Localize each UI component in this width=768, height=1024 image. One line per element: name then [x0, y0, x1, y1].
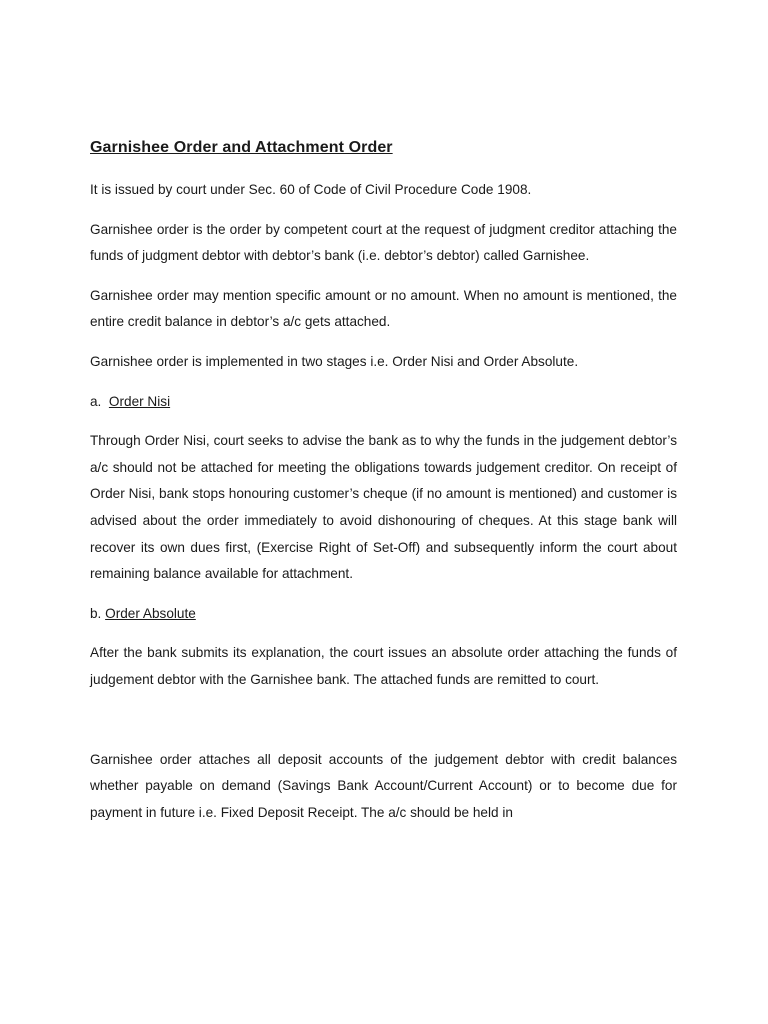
- paragraph-definition: Garnishee order is the order by competent court at the request of judgment creditor attaching the funds of judgment debtor with debtor’s bank (i.e. debtor’s debtor) called Garnishee.: [90, 221, 677, 264]
- spacer: [90, 707, 677, 747]
- section-b-title: Order Absolute: [105, 605, 196, 621]
- paragraph-stages: Garnishee order is implemented in two stages i.e. Order Nisi and Order Absolute.: [90, 353, 579, 369]
- section-b-body: After the bank submits its explanation, the court issues an absolute order attaching the funds of judgement debtor with the Garnishee bank. The attached funds are remitted to court.: [90, 645, 677, 687]
- paragraph-intro: It is issued by court under Sec. 60 of Code of Civil Procedure Code 1908.: [90, 182, 532, 197]
- paragraph-amount: Garnishee order may mention specific amount or no amount. When no amount is mentioned, the entire credit balance in debtor’s a/c gets attached.: [90, 287, 677, 330]
- section-a-body: Through Order Nisi, court seeks to advise the bank as to why the funds in the judgement debtor’s a/c should not be attached for meeting the obligations towards judgement creditor. On receipt of Order Nisi, bank stops honouring customer’s cheque (if no amount is mentioned) and customer is advised about the order immediately to avoid dishonouring of cheques. At this stage bank will recover its own dues first, (Exercise Right of Set-Off) and subsequently inform the court about remaining balance available for attachment.: [90, 433, 677, 582]
- section-a-heading: [90, 389, 677, 416]
- document-page: [90, 136, 677, 839]
- closing-paragraph: Garnishee order attaches all deposit accounts of the judgement debtor with credit balances whether payable on demand (Savings Bank Account/Current Account) or to become due for payment in future i.e. Fixed Deposit Receipt. The a/c should be held in: [90, 751, 677, 820]
- section-a-title: Order Nisi: [108, 393, 171, 409]
- section-b-marker: b.: [90, 605, 102, 621]
- section-a-marker: a.: [90, 393, 102, 409]
- section-b-heading: [90, 601, 677, 628]
- document-title: Garnishee Order and Attachment Order: [90, 139, 393, 156]
